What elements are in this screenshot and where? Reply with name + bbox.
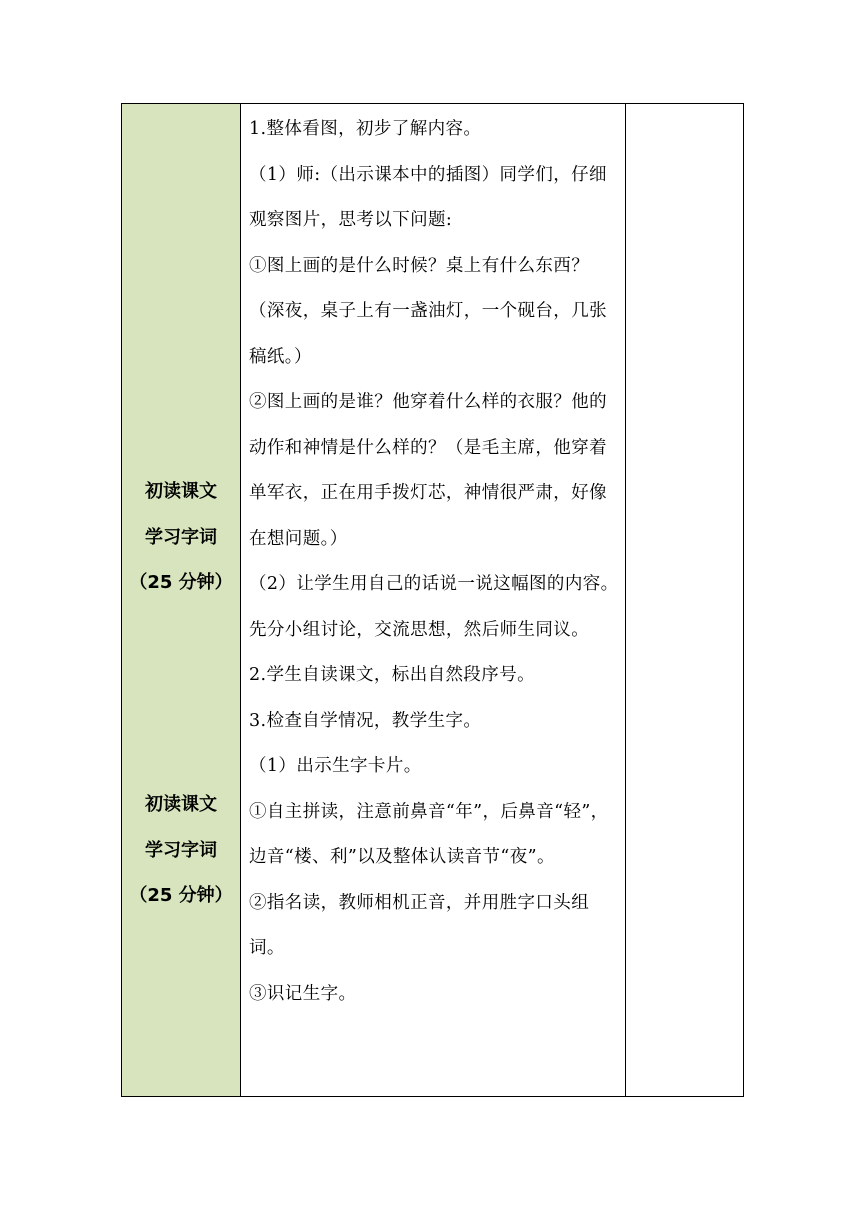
stage-subtitle-line: 学习字词 — [145, 526, 217, 548]
content-paragraph-4: ②图上画的是谁？他穿着什么样的衣服？他的动作和神情是什么样的？（是毛主席，他穿着单军衣，正在用手拨灯芯，神情很严肃，好像在想问题。） — [249, 392, 607, 549]
notes-cell — [626, 104, 744, 1097]
stage-title-line: 初读课文 — [145, 794, 217, 815]
content-paragraph-1: 1.整体看图，初步了解内容。 — [249, 119, 482, 139]
content-cell — [241, 104, 626, 1097]
table-row — [122, 104, 744, 1097]
stage-label-first — [122, 469, 240, 606]
stage-subtitle-line: 学习字词 — [145, 839, 217, 861]
content-paragraph-9: ①自主拼读，注意前鼻音“年”，后鼻音“轻”，边音“楼、利”以及整体认读音节“夜”。 — [249, 801, 609, 867]
content-paragraph-8: （1）出示生字卡片。 — [249, 756, 422, 776]
content-paragraph-2: （1）师:（出示课本中的插图）同学们，仔细观察图片，思考以下问题: — [249, 164, 607, 230]
content-paragraph-11: ③识记生字。 — [249, 983, 357, 1004]
content-text — [241, 104, 625, 1017]
content-paragraph-10: ②指名读，教师相机正音，并用胜字口头组词。 — [249, 892, 590, 958]
stage-duration-line: （25 分钟） — [129, 885, 233, 906]
content-paragraph-7: 3.检查自学情况，教学生字。 — [249, 710, 482, 731]
lesson-plan-table — [121, 103, 744, 1097]
stage-title-line: 初读课文 — [145, 481, 217, 502]
content-paragraph-6: 2.学生自读课文，标出自然段序号。 — [249, 665, 535, 685]
stage-cell — [122, 104, 241, 1097]
stage-duration-line: （25 分钟） — [129, 572, 233, 593]
content-paragraph-3: ①图上画的是什么时候？桌上有什么东西？（深夜，桌子上有一盏油灯，一个砚台，几张稿纸。） — [249, 255, 607, 367]
content-paragraph-5: （2）让学生用自己的话说一说这幅图的内容。先分小组讨论，交流思想，然后师生同议。 — [249, 574, 619, 640]
stage-label-second — [122, 782, 240, 919]
